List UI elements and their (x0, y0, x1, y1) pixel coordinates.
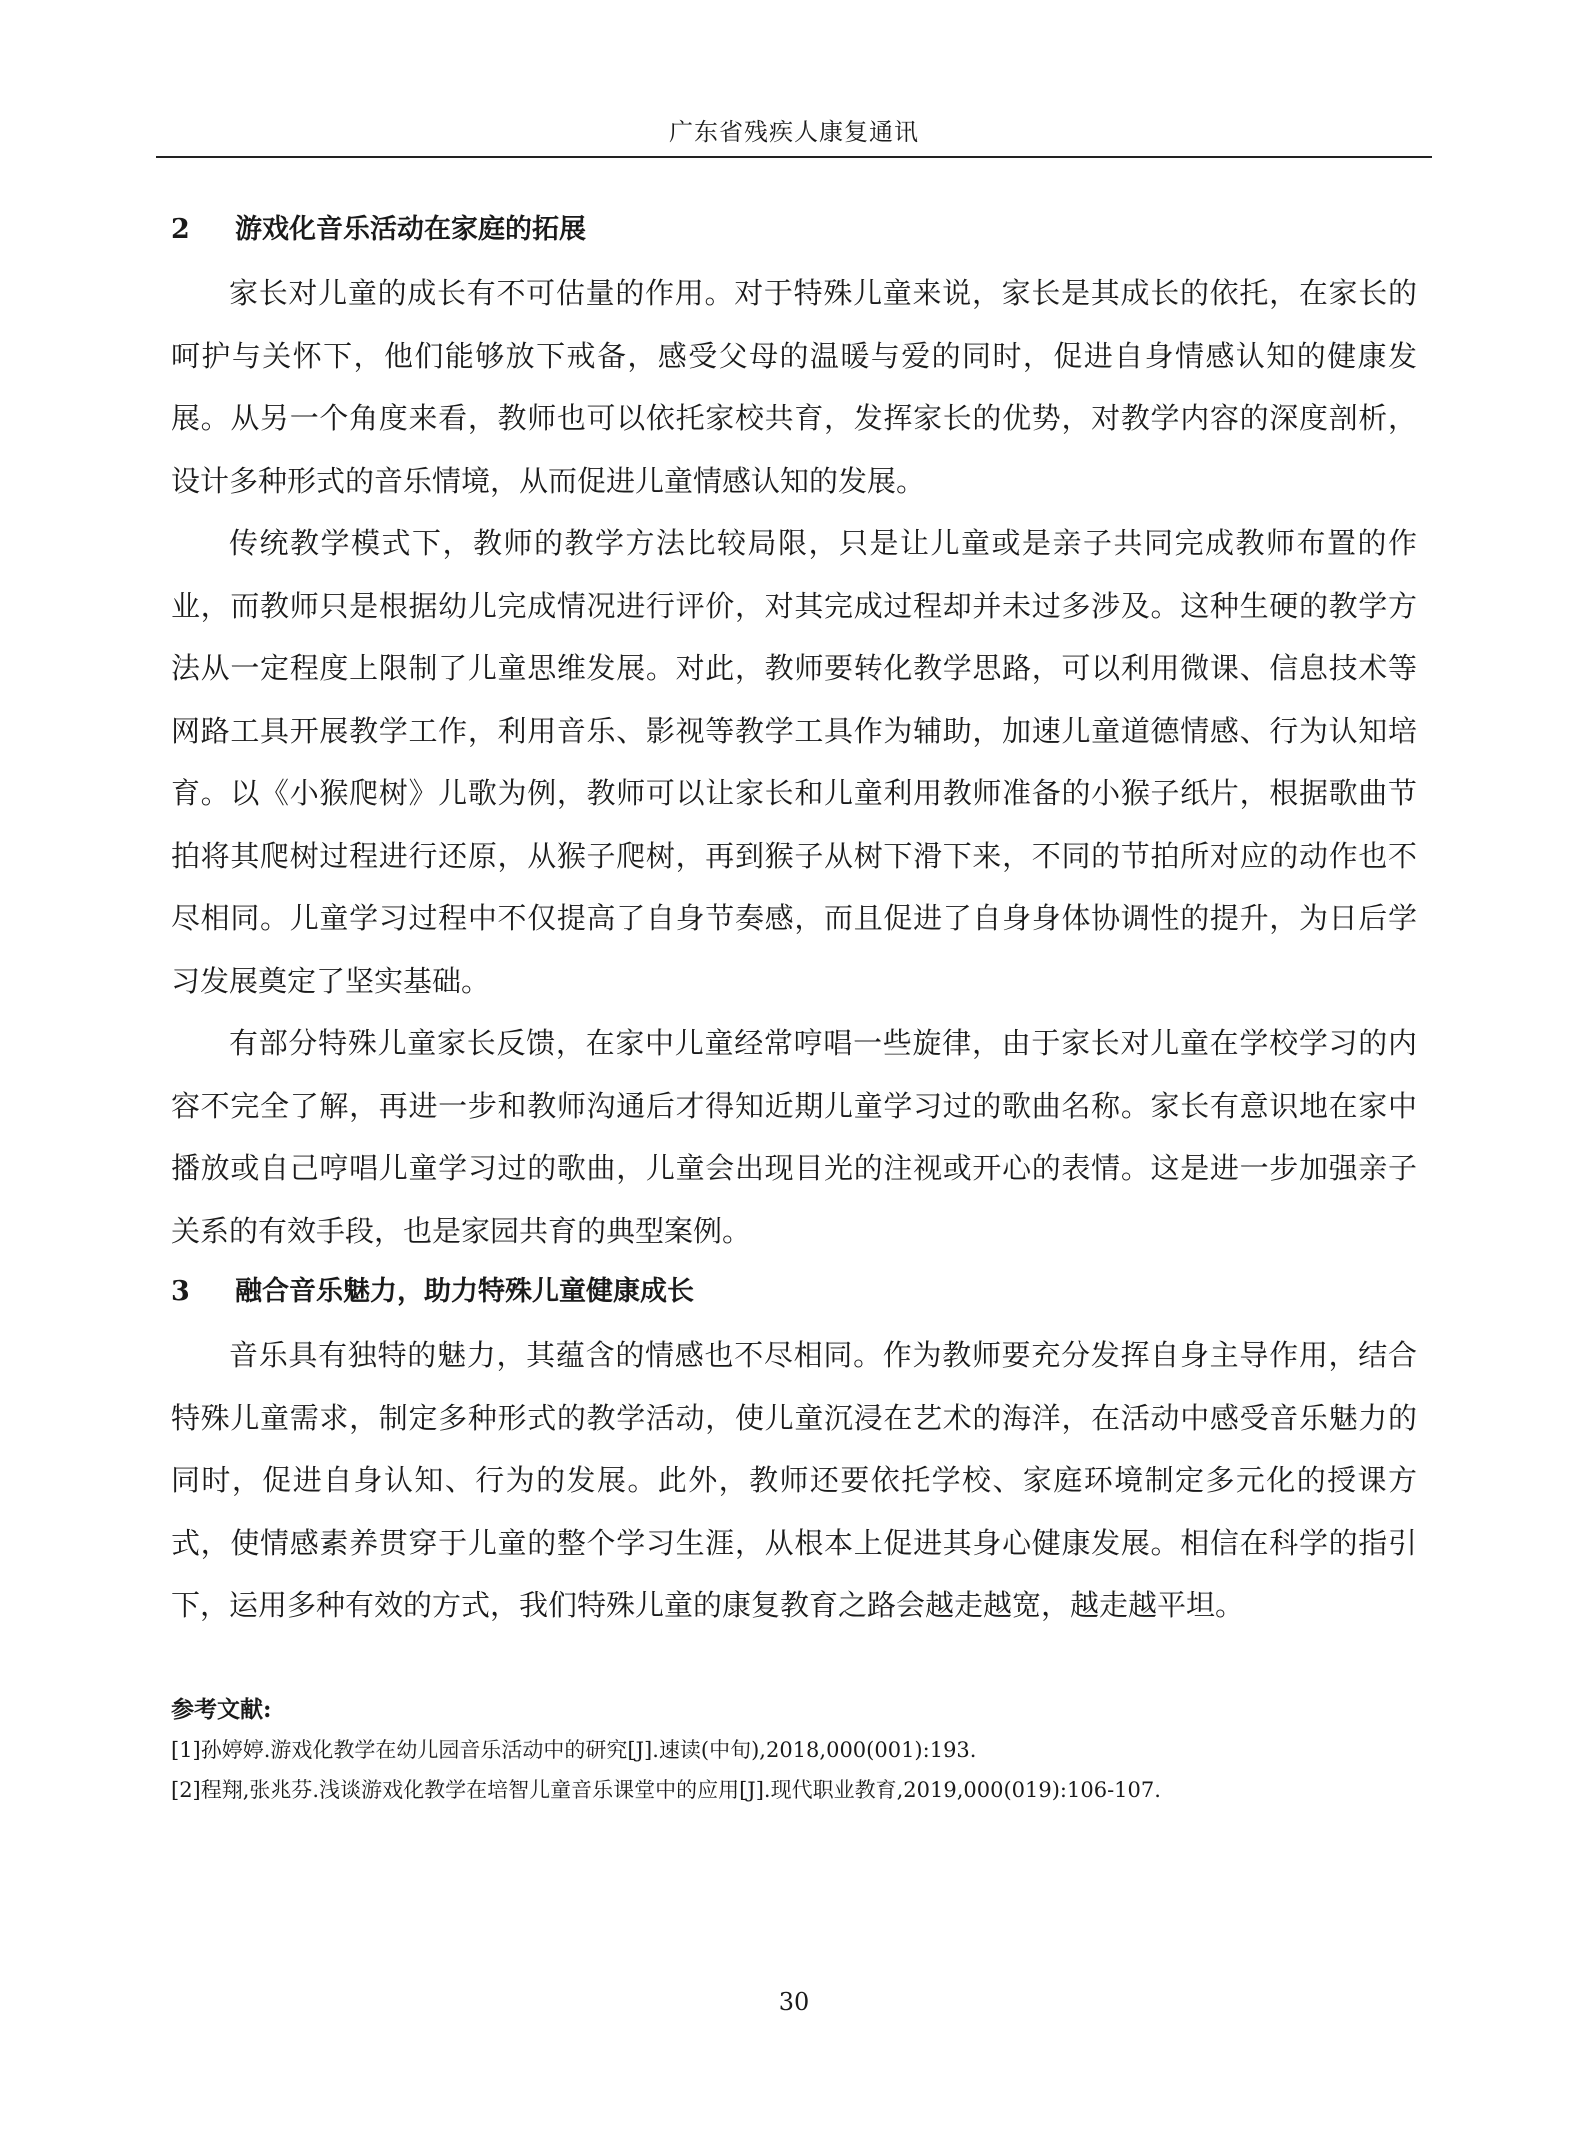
section-number: 2 (171, 214, 190, 245)
section-number: 3 (171, 1276, 190, 1307)
article-body (171, 200, 1417, 1637)
section-title: 融合音乐魅力，助力特殊儿童健康成长 (235, 1276, 694, 1307)
references-section (171, 1690, 1417, 1810)
paragraph: 传统教学模式下，教师的教学方法比较局限，只是让儿童或是亲子共同完成教师布置的作业，而教师只是根据幼儿完成情况进行评价，对其完成过程却并未过多涉及。这种生硬的教学方法从一定程度上限制了儿童思维发展。对此，教师要转化教学思路，可以利用微课、信息技术等网路工具开展教学工作，利用音乐、影视等教学工具作为辅助，加速儿童道德情感、行为认知培育。以《小猴爬树》儿歌为例，教师可以让家长和儿童利用教师准备的小猴子纸片，根据歌曲节拍将其爬树过程进行还原，从猴子爬树，再到猴子从树下滑下来，不同的节拍所对应的动作也不尽相同。儿童学习过程中不仅提高了自身节奏感，而且促进了自身身体协调性的提升，为日后学习发展奠定了坚实基础。 (171, 526, 1417, 998)
section-heading-3 (171, 1262, 1417, 1322)
reference-item: [1]孙婷婷.游戏化教学在幼儿园音乐活动中的研究[J].速读(中旬),2018,000(001):193. (171, 1738, 977, 1762)
paragraph: 家长对儿童的成长有不可估量的作用。对于特殊儿童来说，家长是其成长的依托，在家长的呵护与关怀下，他们能够放下戒备，感受父母的温暖与爱的同时，促进自身情感认知的健康发展。从另一个角度来看，教师也可以依托家校共育，发挥家长的优势，对教学内容的深度剖析，设计多种形式的音乐情境，从而促进儿童情感认知的发展。 (171, 276, 1417, 498)
section-heading-2 (171, 200, 1417, 260)
paragraph: 音乐具有独特的魅力，其蕴含的情感也不尽相同。作为教师要充分发挥自身主导作用，结合特殊儿童需求，制定多种形式的教学活动，使儿童沉浸在艺术的海洋，在活动中感受音乐魅力的同时，促进自身认知、行为的发展。此外，教师还要依托学校、家庭环境制定多元化的授课方式，使情感素养贯穿于儿童的整个学习生涯，从根本上促进其身心健康发展。相信在科学的指引下，运用多种有效的方式，我们特殊儿童的康复教育之路会越走越宽，越走越平坦。 (171, 1338, 1417, 1622)
paragraph: 有部分特殊儿童家长反馈，在家中儿童经常哼唱一些旋律，由于家长对儿童在学校学习的内容不完全了解，再进一步和教师沟通后才得知近期儿童学习过的歌曲名称。家长有意识地在家中播放或自己哼唱儿童学习过的歌曲，儿童会出现目光的注视或开心的表情。这是进一步加强亲子关系的有效手段，也是家园共育的典型案例。 (171, 1026, 1417, 1248)
section-title: 游戏化音乐活动在家庭的拓展 (235, 214, 586, 245)
references-title: 参考文献: (171, 1696, 272, 1723)
journal-running-header: 广东省残疾人康复通讯 (669, 118, 919, 146)
page-number: 30 (778, 1988, 810, 2016)
reference-item: [2]程翔,张兆芬.浅谈游戏化教学在培智儿童音乐课堂中的应用[J].现代职业教育,2019,000(019):106-107. (171, 1778, 1161, 1802)
header-divider (156, 156, 1432, 158)
